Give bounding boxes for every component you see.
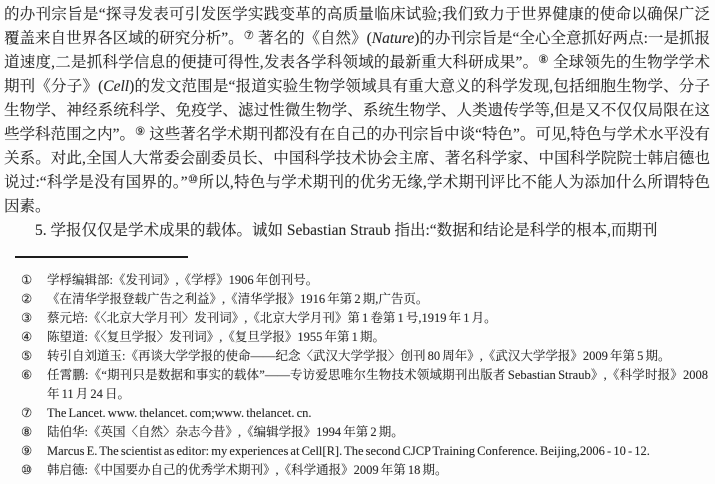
footnote-marker: ①: [21, 273, 33, 287]
body-run: )的发文范围是“报道实验生物学领域具有重大意义的科学发现,包括细胞生物学、分子生物学、神经系统科学、免疫学、滤过性微生物学、系统生物学、人类遗传学等,但是又不仅仅局限在这些学科范围之内”。: [4, 78, 710, 143]
footnote-marker: ⑦: [21, 406, 33, 420]
footnote-text: 蔡元培:《〈北京大学月刊〉发刊词》,《北京大学月刊》第 1 卷第 1 号,1919 年 1 月。: [47, 311, 497, 325]
footnote-item-2: [21, 290, 708, 309]
footnote-text: The Lancet. www. thelancet. com;www. thelancet. cn.: [47, 406, 312, 420]
footnote-item-10: [21, 461, 708, 480]
footnote-text: Marcus E. The scientist as editor: my experiences at Cell[R]. The second CJCP Training Conference. Beijing,2006 - 10 - 12.: [47, 444, 650, 458]
body-paragraph-continuation: [4, 3, 710, 219]
footnote-text: 《在清华学报登载广告之利益》,《清华学报》1916 年第 2 期,广告页。: [47, 292, 429, 306]
footnote-ref-10: ⑩: [187, 174, 199, 186]
body-run: 这些著名学术期刊都没有在自己的办刊宗旨中谈“特色”。可见,特色与学术水平没有关系。对此,全国人大常委会副委员长、中国科学技术协会主席、著名科学家、中国科学院院士韩启德也说过:“科学是没有国界的。”: [4, 126, 710, 191]
footnote-marker: ③: [21, 311, 33, 325]
footnote-text: 转引自刘道玉:《再谈大学学报的使命——纪念〈武汉大学学报〉创刊 80 周年》,《武汉大学学报》2009 年第 5 期。: [47, 349, 671, 363]
footnote-text: 陆伯华:《英国〈自然〉杂志今昔》,《编辑学报》1994 年第 2 期。: [47, 425, 404, 439]
footnote-marker: ⑥: [21, 368, 33, 382]
body-run: 的办刊宗旨是“探寻发表可引发医学实践变革的高质量临床试验;我们致力于世界健康的使命以确保广泛覆盖来自世界各区域的研究分析”。: [4, 6, 710, 47]
body-run: 5. 学报仅仅是学术成果的载体。诚如 Sebastian Straub 指出:“数据和结论是科学的根本,而期刊: [35, 222, 658, 239]
footnote-text: 韩启德:《中国要办自己的优秀学术期刊》,《科学通报》2009 年第 18 期。: [47, 463, 448, 477]
footnote-item-6: [21, 366, 708, 404]
body-run: )的办刊宗旨是“全心全意抓好两点:一是抓报道速度,二是抓科学信息的便捷可得性,发表各学科领域的最新重大科研成果”。: [4, 30, 710, 71]
footnote-item-1: [21, 271, 708, 290]
body-paragraph-point-5: [4, 219, 710, 243]
footnote-ref-8: ⑧: [538, 54, 549, 66]
journal-title-cell: Cell: [103, 78, 130, 95]
footnote-ref-9: ⑨: [135, 126, 146, 138]
footnote-item-7: [21, 404, 708, 423]
journal-title-nature: Nature: [371, 30, 415, 47]
footnote-item-9: [21, 442, 708, 461]
footnote-item-4: [21, 328, 708, 347]
footnote-list: [21, 271, 708, 480]
body-run: 全球领先的生物学学术期刊《分子》(: [4, 54, 710, 95]
footnote-item-5: [21, 347, 708, 366]
footnote-marker: ⑩: [21, 463, 33, 477]
footnote-marker: ⑨: [21, 444, 33, 458]
footnote-marker: ⑧: [21, 425, 33, 439]
body-text: [4, 3, 710, 243]
footnote-text: 陈望道:《〈复旦学报〉发刊词》,《复旦学报》1955 年第 1 期。: [47, 330, 385, 344]
footnote-divider: [15, 256, 188, 258]
footnote-marker: ④: [21, 330, 33, 344]
footnote-text: 学桴编辑部:《发刊词》,《学桴》1906 年创刊号。: [47, 273, 319, 287]
footnote-marker: ②: [21, 292, 33, 306]
footnote-marker: ⑤: [21, 349, 33, 363]
footnote-text: 任霄鹏:《“期刊只是数据和事实的载体”——专访爱思唯尔生物技术领域期刊出版者 Sebastian Straub》,《科学时报》2008 年 11 月 24 日。: [47, 368, 708, 401]
footnote-item-3: [21, 309, 708, 328]
footnote-item-8: [21, 423, 708, 442]
body-run: 所以,特色与学术期刊的优劣无缘,学术期刊评比不能人为添加什么所谓特色因素。: [4, 174, 710, 215]
footnote-ref-7: ⑦: [243, 30, 255, 42]
body-run: 著名的《自然》(: [254, 30, 372, 47]
